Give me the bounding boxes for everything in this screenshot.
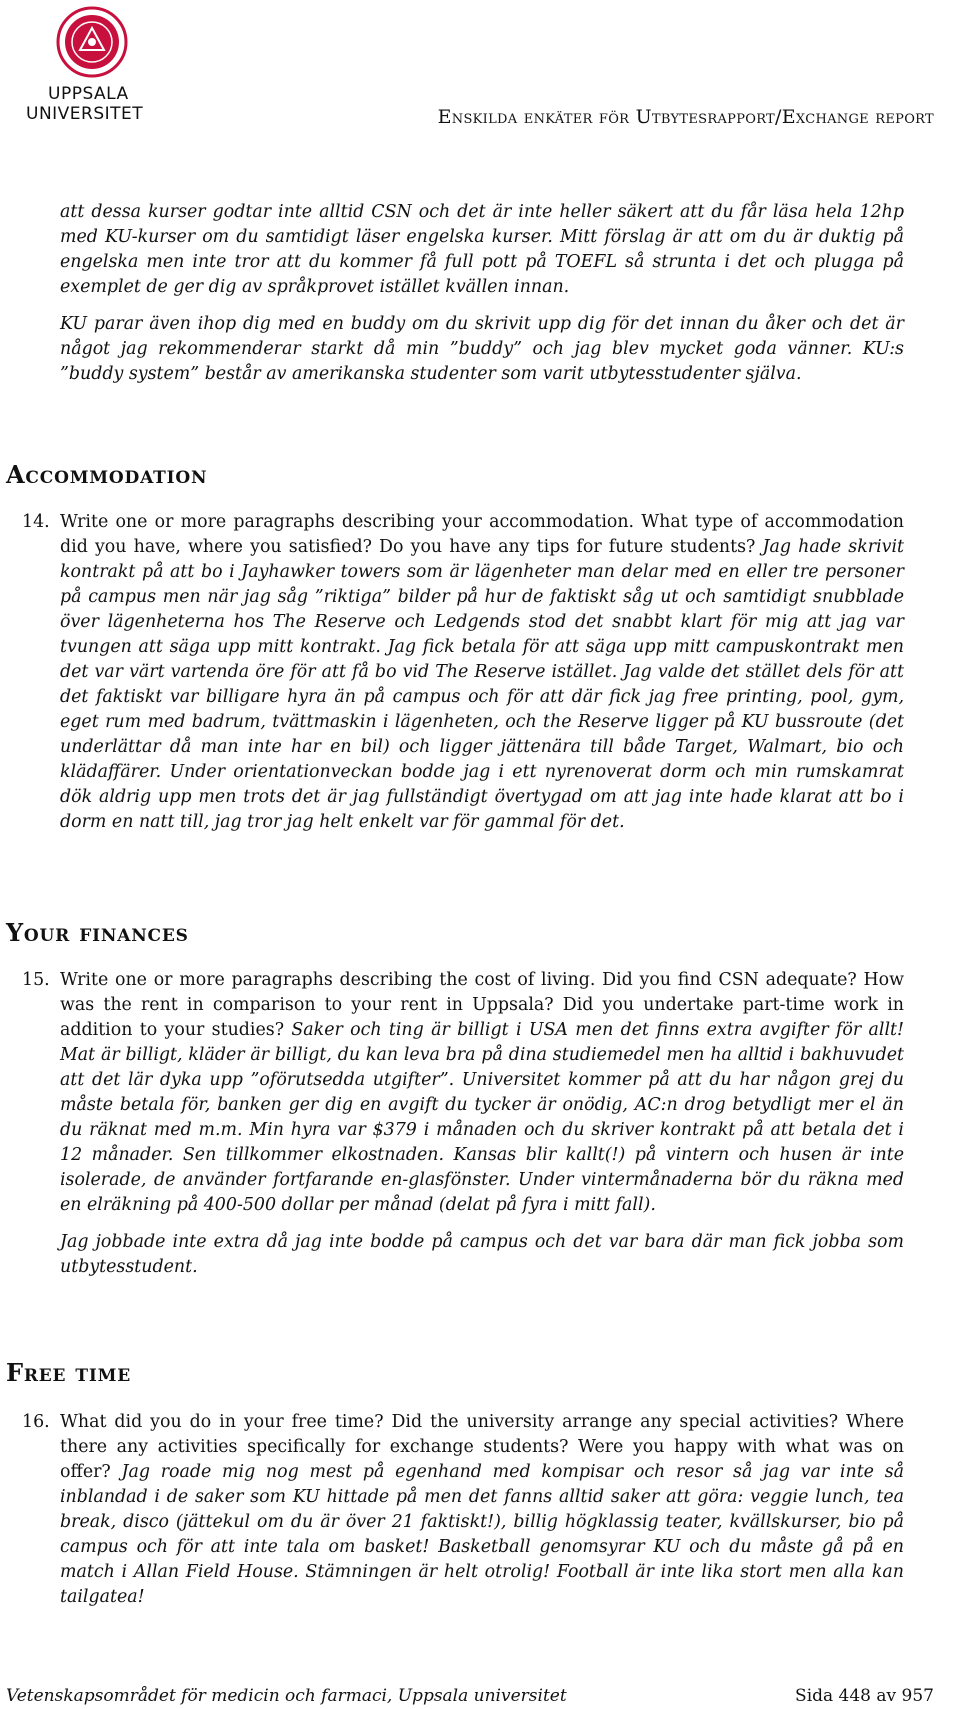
question-text: What did you do in your free time? Did the university arrange any special activities? Where there any activities specifically for exchange students? Were you happy with what was on offer?	[60, 1412, 904, 1482]
section-heading-free-time: Free time	[6, 1358, 132, 1387]
question-text: Write one or more paragraphs describing the cost of living. Did you find CSN adequate? How was the rent in comparison to your rent in Uppsala? Did you undertake part-time work in addition to your studies?	[60, 970, 904, 1040]
question-number: 15.	[22, 970, 50, 990]
intro-paragraph: att dessa kurser godtar inte alltid CSN och det är inte heller säkert att du får läsa hela 12hp med KU-kurser om du samtidigt läser engelska kurser. Mitt förslag är att om du är duktig på engelska men inte tror att du kommer få full pott på TOEFL så strunta i det och plugga på exemplet de ger dig av språkprovet istället kvällen innan.	[60, 202, 904, 297]
question-number: 16.	[22, 1412, 50, 1432]
page-header	[0, 0, 960, 140]
page-number: Sida 448 av 957	[795, 1686, 934, 1706]
answer-text: Saker och ting är billigt i USA men det finns extra avgifter för allt! Mat är billigt, kläder är billigt, du kan leva bra på dina studiemedel men ha alltid i bakhuvudet att det lär dyka upp ”oförutsedda utgifter”. Universitet kommer på att du har någon grej du måste betala för, banken ger dig en avgift du tycker är onödig, AC:n drog betydligt mer el än du räknat med m.m. Min hyra var $379 i månaden och du skriver kontrakt på att betala det i 12 månader. Sen tillkommer elkostnaden. Kansas blir kallt(!) på vintern och husen är inte isolerade, de använder fortfarande en-glasfönster. Under vintermånaderna bör du räkna med en elräkning på 400-500 dollar per månad (delat på fyra i mitt fall).	[60, 1020, 904, 1215]
question-number: 14.	[22, 512, 50, 532]
intro-text	[60, 200, 904, 399]
answer-text: Jag roade mig nog mest på egenhand med kompisar och resor så jag var inte så inblandad i de saker som KU hittade på men det fanns alltid saker att göra: veggie lunch, tea break, disco (jättekul om du är över 21 faktiskt!), billig högklassig teater, kvällskurser, bio på campus och för att inte tala om basket! Basketball genomsyrar KU och du måste gå på en match i Allan Field House. Stämningen är helt otrolig! Football är inte lika stort men alla kan tailgatea!	[60, 1462, 904, 1607]
section-heading-accommodation: Accommodation	[6, 460, 208, 489]
question-block-accommodation	[22, 510, 905, 847]
university-name-line1: UPPSALA	[48, 84, 129, 104]
answer-text: Jag hade skrivit kontrakt på att bo i Jayhawker towers som är lägenheter man delar med en eller tre personer på campus men när jag såg ”riktiga” bilder på hur de faktiskt såg ut och samtidigt snubblade över lägenheterna hos The Reserve och Ledgends stod det snabbt klart för mig att jag var tvungen att säga upp mitt kontrakt. Jag fick betala för att säga upp mitt campuskontrakt men det var värt vartenda öre för att få bo vid The Reserve istället. Jag valde det stället dels för att det faktiskt var billigare hyra än på campus och för att där fick jag free printing, pool, gym, eget rum med badrum, tvättmaskin i lägenheten, och the Reserve ligger på KU bussroute (det underlättar då man inte har en bil) och ligger jättenära till både Target, Walmart, bio och klädaffärer. Under orientationveckan bodde jag i ett nyrenoverat dorm och min rumskamrat dök aldrig upp men trots det är jag fullständigt övertygad om att jag inte hade klarat att bo i dorm en natt till, jag tror jag helt enkelt var för gammal för det.	[60, 537, 905, 832]
intro-paragraph: KU parar även ihop dig med en buddy om du skrivit upp dig för det innan du åker och det är något jag rekommenderar starkt då min ”buddy” och jag blev mycket goda vänner. KU:s ”buddy system” består av amerikanska studenter som varit utbytesstudenter själva.	[60, 314, 904, 384]
answer-text: Jag jobbade inte extra då jag inte bodde på campus och det var bara där man fick jobba som utbytesstudent.	[60, 1232, 904, 1277]
question-block-finances	[22, 968, 904, 1292]
university-name-line2: UNIVERSITET	[26, 104, 144, 124]
footer-faculty: Vetenskapsområdet för medicin och farmaci, Uppsala universitet	[6, 1686, 567, 1706]
report-title: Enskilda enkäter för Utbytesrapport/Exchange report	[437, 106, 934, 128]
section-heading-finances: Your finances	[6, 918, 189, 947]
university-seal-logo	[56, 6, 128, 78]
university-name	[26, 84, 143, 124]
question-text: Write one or more paragraphs describing your accommodation. What type of accommodation did you have, where you satisfied? Do you have any tips for future students?	[60, 512, 904, 557]
question-block-free-time	[22, 1410, 904, 1622]
